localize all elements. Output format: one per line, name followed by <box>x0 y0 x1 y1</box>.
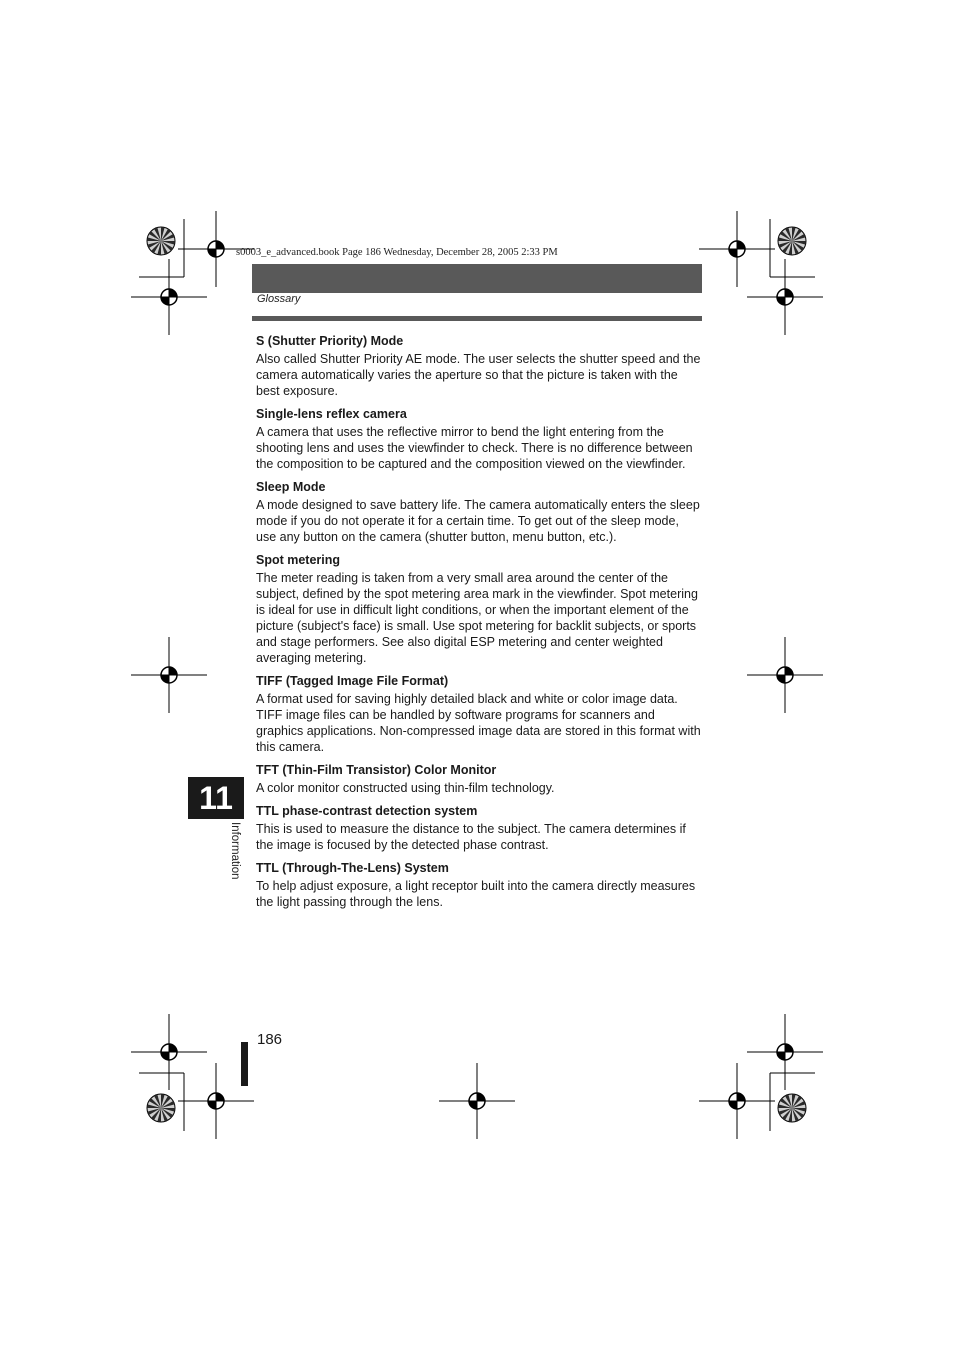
glossary-definition: A mode designed to save battery life. The camera automatically enters the sleep mode if you do not operate it for a certain time. To get out of the sleep mode, use any button on the camera (shutter button, menu button, etc.). <box>256 498 700 544</box>
glossary-term: TTL phase-contrast detection system <box>256 804 478 818</box>
chapter-label: Information <box>229 822 241 880</box>
glossary-entry <box>256 479 701 545</box>
glossary-term: TIFF (Tagged Image File Format) <box>256 674 449 688</box>
section-title: Glossary <box>257 293 301 305</box>
glossary-definition: To help adjust exposure, a light receptor built into the camera directly measures the light passing through the lens. <box>256 879 696 909</box>
glossary-entry <box>256 406 701 472</box>
glossary-definition: This is used to measure the distance to the subject. The camera determines if the image is focused by the detected phase contrast. <box>256 822 686 852</box>
glossary-term: TFT (Thin-Film Transistor) Color Monitor <box>256 763 497 777</box>
glossary-definition: A camera that uses the reflective mirror to bend the light entering from the shooting lens and uses the viewfinder to check. There is no difference between the composition to be captured and the composition viewed on the viewfinder. <box>256 425 693 471</box>
glossary-entry <box>256 333 701 399</box>
glossary-term: TTL (Through-The-Lens) System <box>256 861 449 875</box>
glossary-entry <box>256 860 701 910</box>
print-info: s0003_e_advanced.book Page 186 Wednesday, December 28, 2005 2:33 PM <box>236 247 558 258</box>
glossary-term: Single-lens reflex camera <box>256 407 407 421</box>
header-rule <box>252 316 702 321</box>
page-number: 186 <box>257 1031 283 1048</box>
glossary-entry <box>256 803 701 853</box>
glossary-definition: Also called Shutter Priority AE mode. The user selects the shutter speed and the camera automatically varies the aperture so that the picture is taken with the best exposure. <box>256 352 701 398</box>
glossary-definition: A format used for saving highly detailed black and white or color image data. TIFF image files can be handled by software programs for scanners and graphics applications. Non-compressed image data are stored in this format with this camera. <box>256 692 701 754</box>
glossary-definition: The meter reading is taken from a very small area around the center of the subject, defined by the spot metering area mark in the viewfinder. Spot metering is ideal for use in difficult light conditions, or when the important element of the picture (subject's face) is small. Use spot metering for backlit subjects, or sports and stage performers. See also digital ESP metering and center weighted averaging metering. <box>256 571 698 665</box>
glossary-list <box>256 333 701 917</box>
chapter-tab: 11 <box>188 777 244 819</box>
glossary-term: Spot metering <box>256 553 341 567</box>
glossary-term: Sleep Mode <box>256 480 326 494</box>
glossary-term: S (Shutter Priority) Mode <box>256 334 404 348</box>
glossary-entry <box>256 673 701 755</box>
glossary-entry <box>256 552 701 666</box>
glossary-definition: A color monitor constructed using thin-film technology. <box>256 781 555 795</box>
glossary-entry <box>256 762 701 796</box>
header-bar <box>252 264 702 293</box>
page-number-bar <box>241 1042 248 1086</box>
